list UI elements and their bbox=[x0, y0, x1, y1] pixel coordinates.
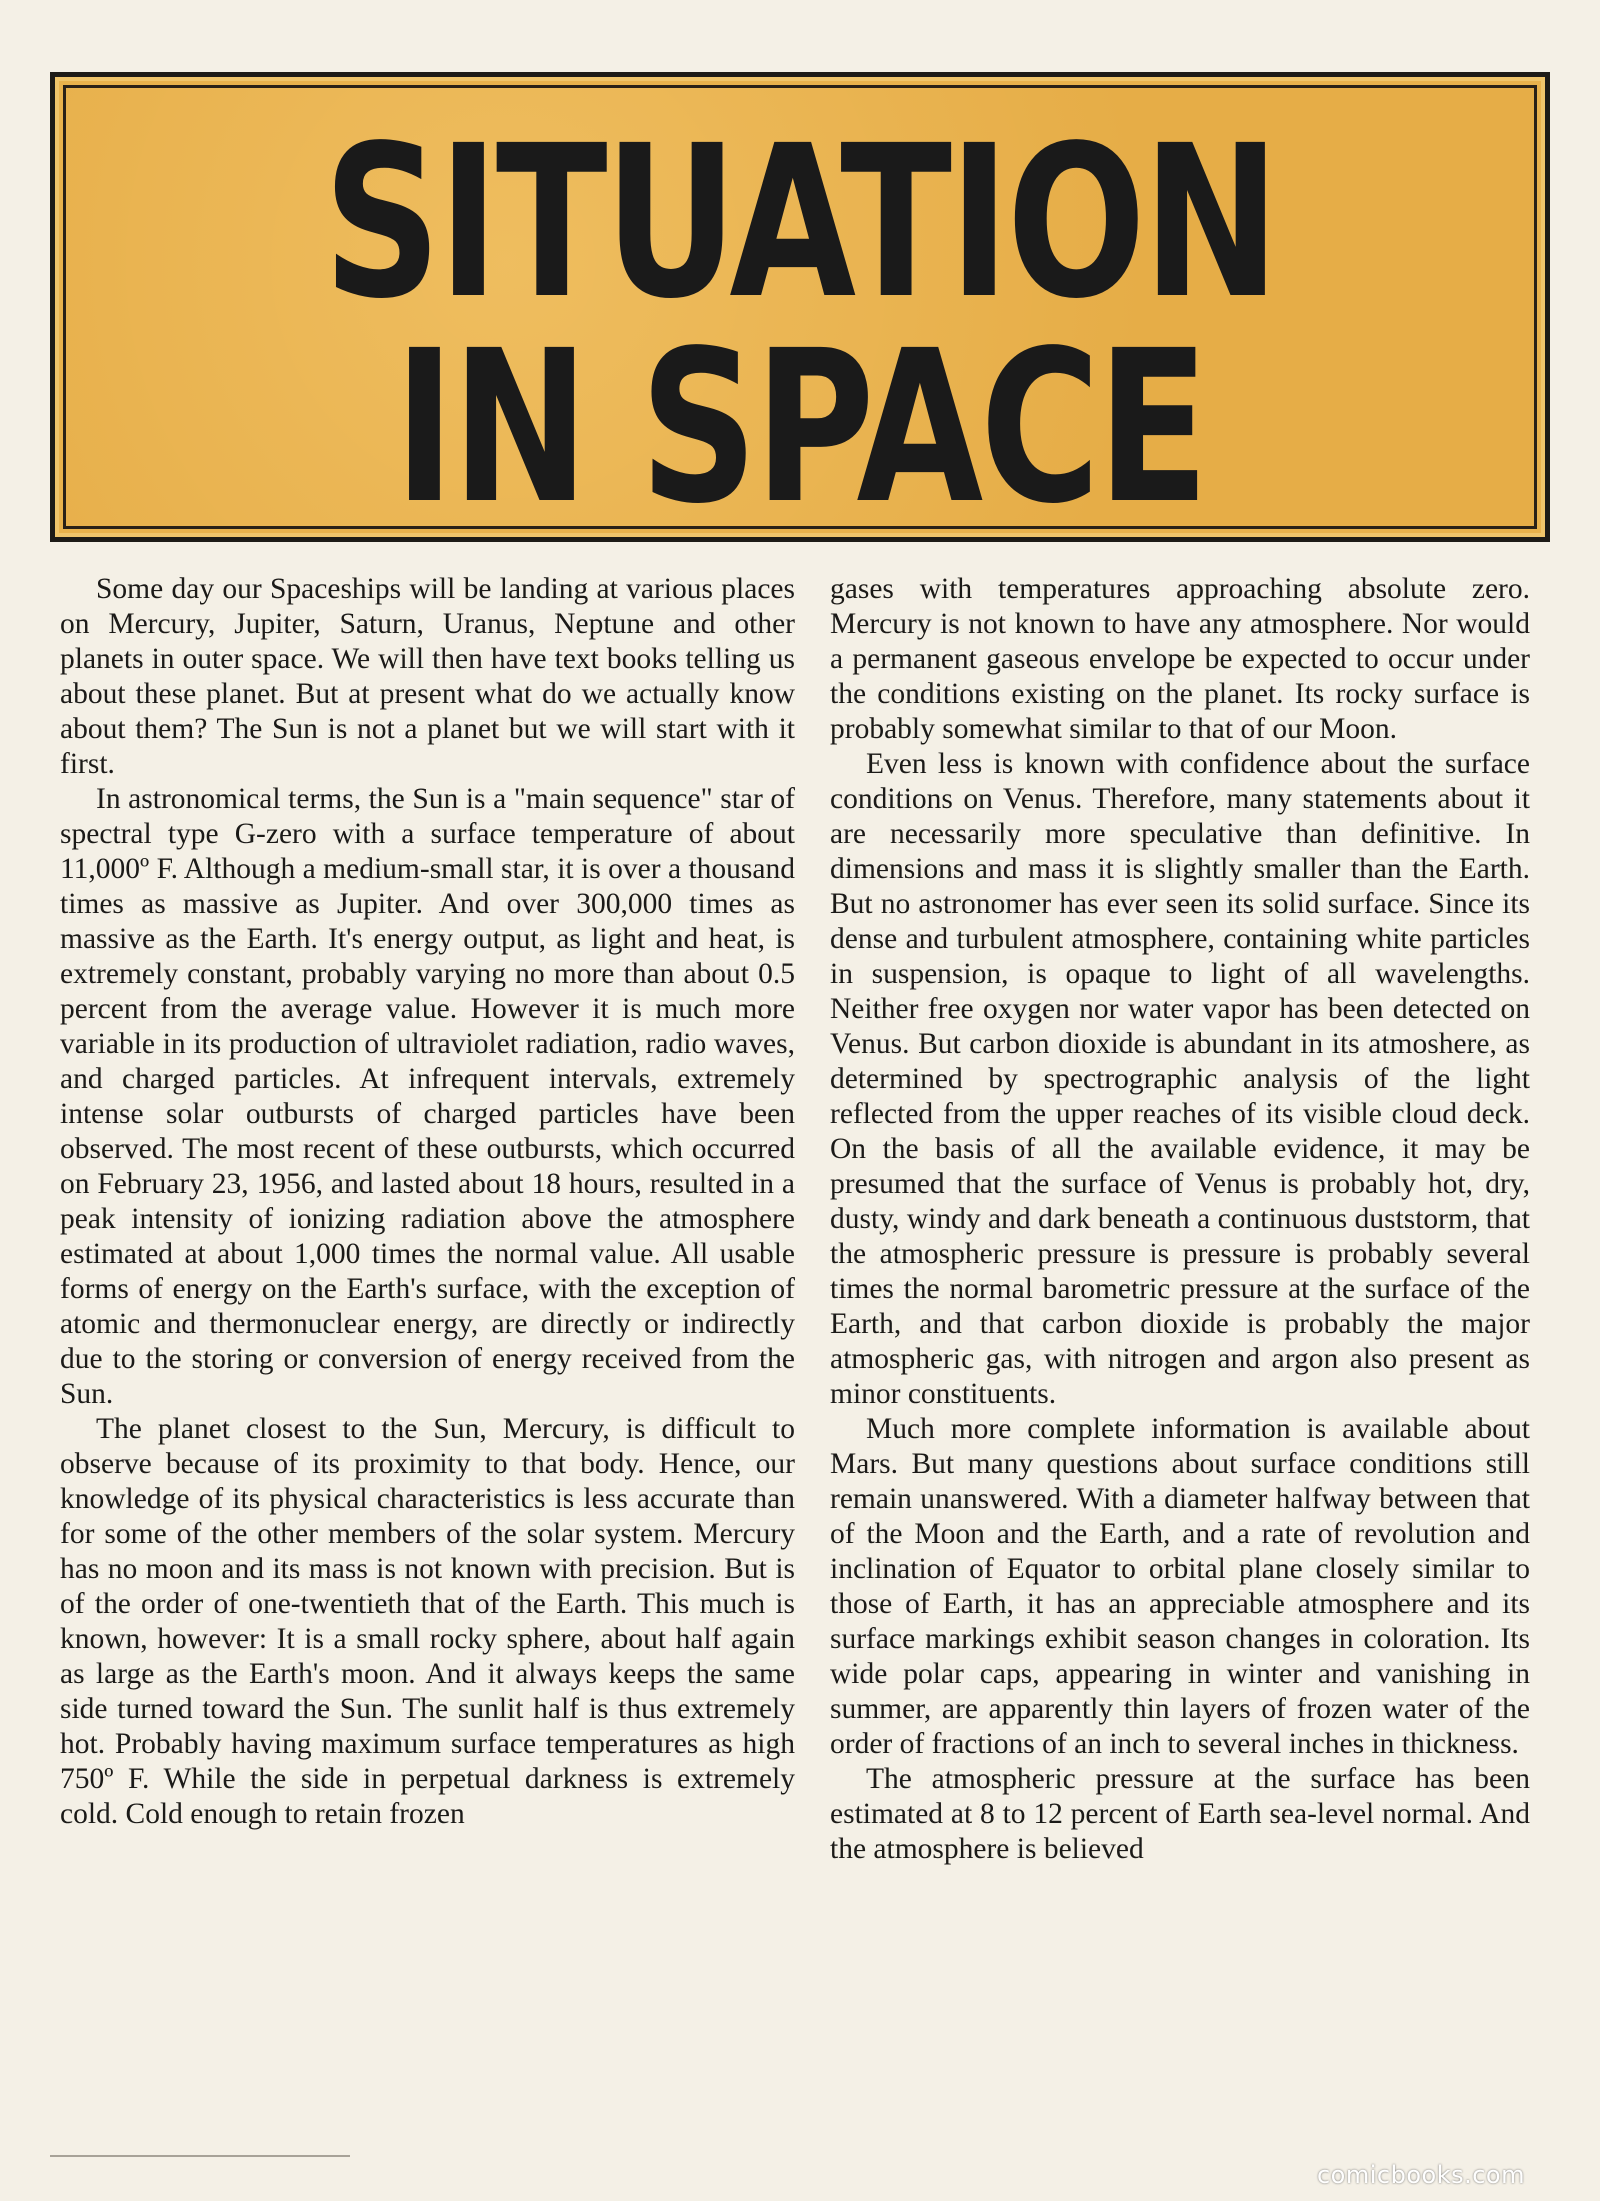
left-column bbox=[60, 572, 795, 1832]
paragraph-mercury: The planet closest to the Sun, Mercury, is difficult to observe because of its proximity to that body. Hence, our knowledge of its physical characteristics is less accurate than for some of the other members of the solar system. Mercury has no moon and its mass is not known with precision. But is of the order of one-twentieth that of the Earth. This much is known, however: It is a small rocky sphere, about half again as large as the Earth's moon. And it always keeps the same side turned toward the Sun. The sunlit half is thus extremely hot. Probably having maximum surface temperatures as high 750º F. While the side in perpetual darkness is extremely cold. Cold enough to retain frozen bbox=[60, 1413, 795, 1830]
title-banner bbox=[50, 72, 1550, 550]
title-banner-inner bbox=[63, 85, 1537, 550]
paragraph-mars: Much more complete information is available about Mars. But many questions about surface conditions still remain unanswered. With a diameter halfway between that of the Moon and the Earth, and a rate of revolution and inclination of Equator to orbital plane closely similar to those of Earth, it has an appreciable atmosphere and its surface markings exhibit season changes in coloration. Its wide polar caps, appearing in winter and vanishing in summer, are apparently thin layers of frozen water of the order of fractions of an inch to several inches in thickness. bbox=[830, 1413, 1530, 1760]
bottom-rule bbox=[50, 2155, 350, 2157]
title-line-1: SITUATION bbox=[323, 100, 1277, 345]
title-line-2: IN SPACE bbox=[394, 305, 1206, 550]
paragraph-mars-atmosphere: The atmospheric pressure at the surface has been estimated at 8 to 12 percent of Earth sea-level normal. And the atmosphere is believed bbox=[830, 1763, 1530, 1865]
right-column bbox=[830, 572, 1530, 1867]
paragraph-venus: Even less is known with confidence about the surface conditions on Venus. Therefore, many statements about it are necessarily more speculative than definitive. In dimensions and mass it is slightly smaller than the Earth. But no astronomer has ever seen its solid surface. Since its dense and turbulent atmosphere, containing white particles in suspension, is opaque to light of all wavelengths. Neither free oxygen nor water vapor has been detected on Venus. But carbon dioxide is abundant in its atmoshere, as determined by spectrographic analysis of the light reflected from the upper reaches of its visible cloud deck. On the basis of all the available evidence, it may be presumed that the surface of Venus is probably hot, dry, dusty, windy and dark beneath a continuous duststorm, that the atmospheric pressure is pressure is probably several times the normal barometric pressure at the surface of the Earth, and that carbon dioxide is probably the major atmospheric gas, with nitrogen and argon also present as minor constituents. bbox=[830, 748, 1530, 1410]
paragraph-intro: Some day our Spaceships will be landing at various places on Mercury, Jupiter, Saturn, Uranus, Neptune and other planets in outer space. We will then have text books telling us about these planet. But at present what do we actually know about them? The Sun is not a planet but we will start with it first. bbox=[60, 573, 795, 780]
paragraph-sun: In astronomical terms, the Sun is a "main sequence" star of spectral type G-zero with a surface temperature of about 11,000º F. Although a medium-small star, it is over a thousand times as massive as Jupiter. And over 300,000 times as massive as the Earth. It's energy output, as light and heat, is extremely constant, probably varying no more than about 0.5 percent from the average value. However it is much more variable in its production of ultraviolet radiation, radio waves, and charged particles. At infrequent intervals, extremely intense solar outbursts of charged particles have been observed. The most recent of these outbursts, which occurred on February 23, 1956, and lasted about 18 hours, resulted in a peak intensity of ionizing radiation above the atmosphere estimated at about 1,000 times the normal value. All usable forms of energy on the Earth's surface, with the exception of atomic and thermonuclear energy, are directly or indirectly due to the storing or conversion of energy received from the Sun. bbox=[60, 783, 795, 1410]
paragraph-mercury-continued: gases with temperatures approaching absolute zero. Mercury is not known to have any atmosphere. Nor would a permanent gaseous envelope be expected to occur under the conditions existing on the planet. Its rocky surface is probably somewhat similar to that of our Moon. bbox=[830, 573, 1530, 745]
watermark: comicbooks.com bbox=[1316, 2161, 1525, 2189]
